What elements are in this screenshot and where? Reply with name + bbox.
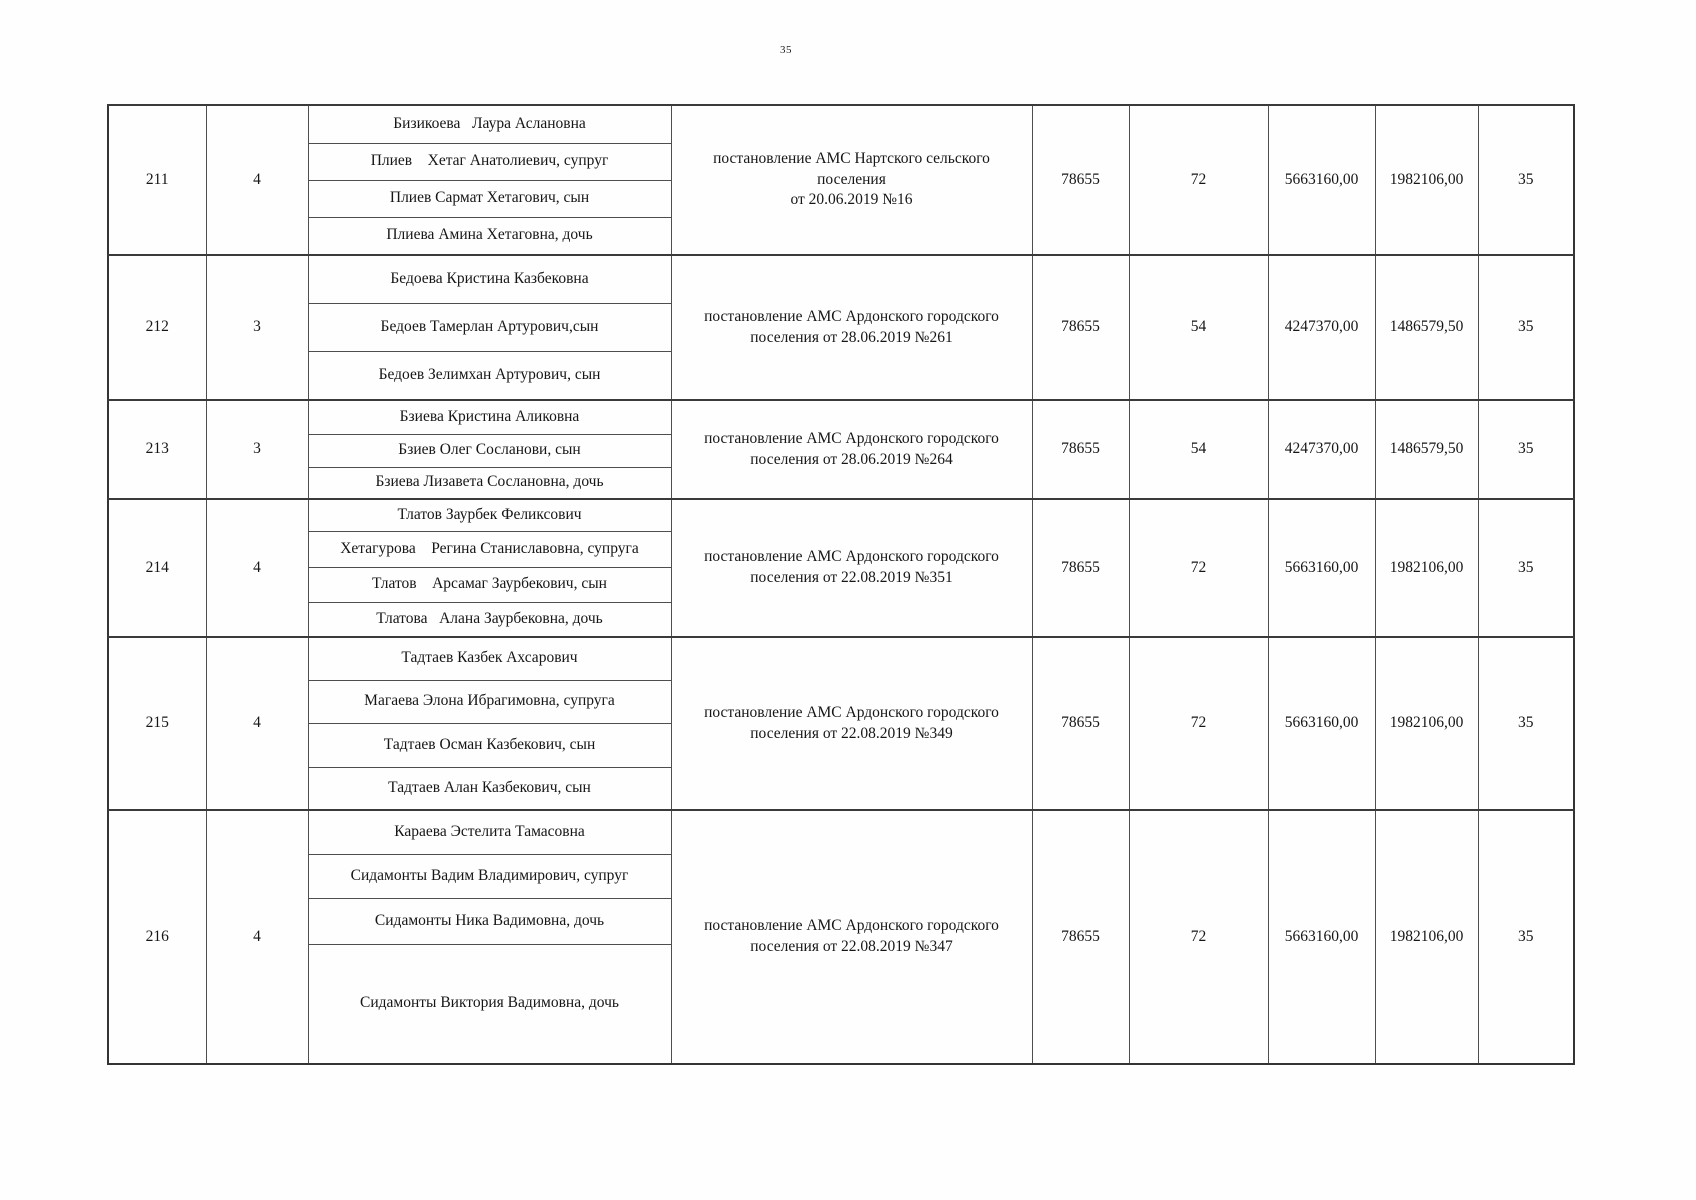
norm-cost-cell: 78655 (1032, 400, 1129, 499)
member-name-cell: Тадтаев Алан Казбекович, сын (308, 767, 671, 810)
total-cost-cell: 5663160,00 (1268, 105, 1375, 255)
row-number-cell: 214 (108, 499, 206, 637)
member-name-cell: Тадтаев Казбек Ахсарович (308, 637, 671, 680)
norm-cost-cell: 78655 (1032, 255, 1129, 400)
resolution-cell (671, 637, 1032, 810)
registry-table (107, 104, 1575, 1065)
member-name-cell: Сидамонты Вадим Владимирович, супруг (308, 854, 671, 898)
resolution-line: поселения от 28.06.2019 №261 (750, 328, 953, 346)
resolution-cell (671, 105, 1032, 255)
resolution-line: поселения от 22.08.2019 №351 (750, 569, 953, 586)
area-cell: 72 (1129, 637, 1268, 810)
member-name-cell: Бзиева Лизавета Сослановна, дочь (308, 467, 671, 499)
row-number-cell: 211 (108, 105, 206, 255)
member-name-cell: Бедоева Кристина Казбековна (308, 255, 671, 303)
family-size-cell: 3 (206, 400, 308, 499)
member-name-cell: Бзиев Олег Сосланови, сын (308, 434, 671, 467)
area-cell: 72 (1129, 810, 1268, 1064)
member-name-cell: Магаева Элона Ибрагимовна, супруга (308, 680, 671, 723)
family-size-cell: 4 (206, 810, 308, 1064)
member-name-cell: Бзиева Кристина Аликовна (308, 400, 671, 434)
norm-cost-cell: 78655 (1032, 810, 1129, 1064)
resolution-line: поселения от 28.06.2019 №264 (750, 450, 953, 468)
member-name-cell: Плиева Амина Хетаговна, дочь (308, 217, 671, 255)
area-cell: 54 (1129, 400, 1268, 499)
member-name-cell: Бедоев Зелимхан Артурович, сын (308, 351, 671, 400)
resolution-line: поселения от 22.08.2019 №349 (750, 724, 953, 742)
percent-cell: 35 (1478, 499, 1574, 637)
member-name-cell: Сидамонты Ника Вадимовна, дочь (308, 898, 671, 944)
subsidy-cell: 1982106,00 (1375, 499, 1478, 637)
norm-cost-cell: 78655 (1032, 637, 1129, 810)
percent-cell: 35 (1478, 637, 1574, 810)
member-name-cell: Тлатова Алана Заурбековна, дочь (308, 602, 671, 637)
subsidy-cell: 1982106,00 (1375, 810, 1478, 1064)
total-cost-cell: 4247370,00 (1268, 400, 1375, 499)
norm-cost-cell: 78655 (1032, 105, 1129, 255)
resolution-cell (671, 499, 1032, 637)
member-name-cell: Тадтаев Осман Казбекович, сын (308, 723, 671, 767)
page-number: 35 (780, 44, 792, 56)
subsidy-cell: 1982106,00 (1375, 637, 1478, 810)
family-size-cell: 4 (206, 499, 308, 637)
resolution-line: постановление АМС Ардонского городского (704, 429, 999, 447)
area-cell: 72 (1129, 499, 1268, 637)
percent-cell: 35 (1478, 810, 1574, 1064)
resolution-line: постановление АМС Ардонского городского (704, 548, 999, 566)
norm-cost-cell: 78655 (1032, 499, 1129, 637)
total-cost-cell: 4247370,00 (1268, 255, 1375, 400)
member-name-cell: Хетагурова Регина Станиславовна, супруга (308, 531, 671, 567)
area-cell: 72 (1129, 105, 1268, 255)
resolution-line: постановление АМС Ардонского городского (704, 307, 999, 325)
member-name-cell: Караева Эстелита Тамасовна (308, 810, 671, 854)
subsidy-cell: 1486579,50 (1375, 255, 1478, 400)
member-name-cell: Сидамонты Виктория Вадимовна, дочь (308, 944, 671, 1064)
resolution-line: постановление АМС Ардонского городского (704, 917, 999, 935)
subsidy-cell: 1982106,00 (1375, 105, 1478, 255)
family-size-cell: 3 (206, 255, 308, 400)
resolution-cell (671, 810, 1032, 1064)
resolution-cell (671, 255, 1032, 400)
member-name-cell: Тлатов Арсамаг Заурбекович, сын (308, 567, 671, 602)
resolution-line: от 20.06.2019 №16 (790, 191, 913, 209)
row-number-cell: 212 (108, 255, 206, 400)
total-cost-cell: 5663160,00 (1268, 637, 1375, 810)
total-cost-cell: 5663160,00 (1268, 810, 1375, 1064)
member-name-cell: Тлатов Заурбек Феликсович (308, 499, 671, 531)
member-name-cell: Плиев Хетаг Анатолиевич, супруг (308, 143, 671, 180)
member-name-cell: Плиев Сармат Хетагович, сын (308, 180, 671, 217)
percent-cell: 35 (1478, 400, 1574, 499)
family-size-cell: 4 (206, 637, 308, 810)
row-number-cell: 215 (108, 637, 206, 810)
row-number-cell: 216 (108, 810, 206, 1064)
resolution-line: постановление АМС Нартского сельского поселения (713, 149, 990, 188)
percent-cell: 35 (1478, 255, 1574, 400)
resolution-line: поселения от 22.08.2019 №347 (750, 938, 953, 955)
family-size-cell: 4 (206, 105, 308, 255)
subsidy-cell: 1486579,50 (1375, 400, 1478, 499)
row-number-cell: 213 (108, 400, 206, 499)
resolution-cell (671, 400, 1032, 499)
member-name-cell: Бедоев Тамерлан Артурович,сын (308, 303, 671, 351)
total-cost-cell: 5663160,00 (1268, 499, 1375, 637)
member-name-cell: Бизикоева Лаура Аслановна (308, 105, 671, 143)
resolution-line: постановление АМС Ардонского городского (704, 703, 999, 721)
area-cell: 54 (1129, 255, 1268, 400)
percent-cell: 35 (1478, 105, 1574, 255)
